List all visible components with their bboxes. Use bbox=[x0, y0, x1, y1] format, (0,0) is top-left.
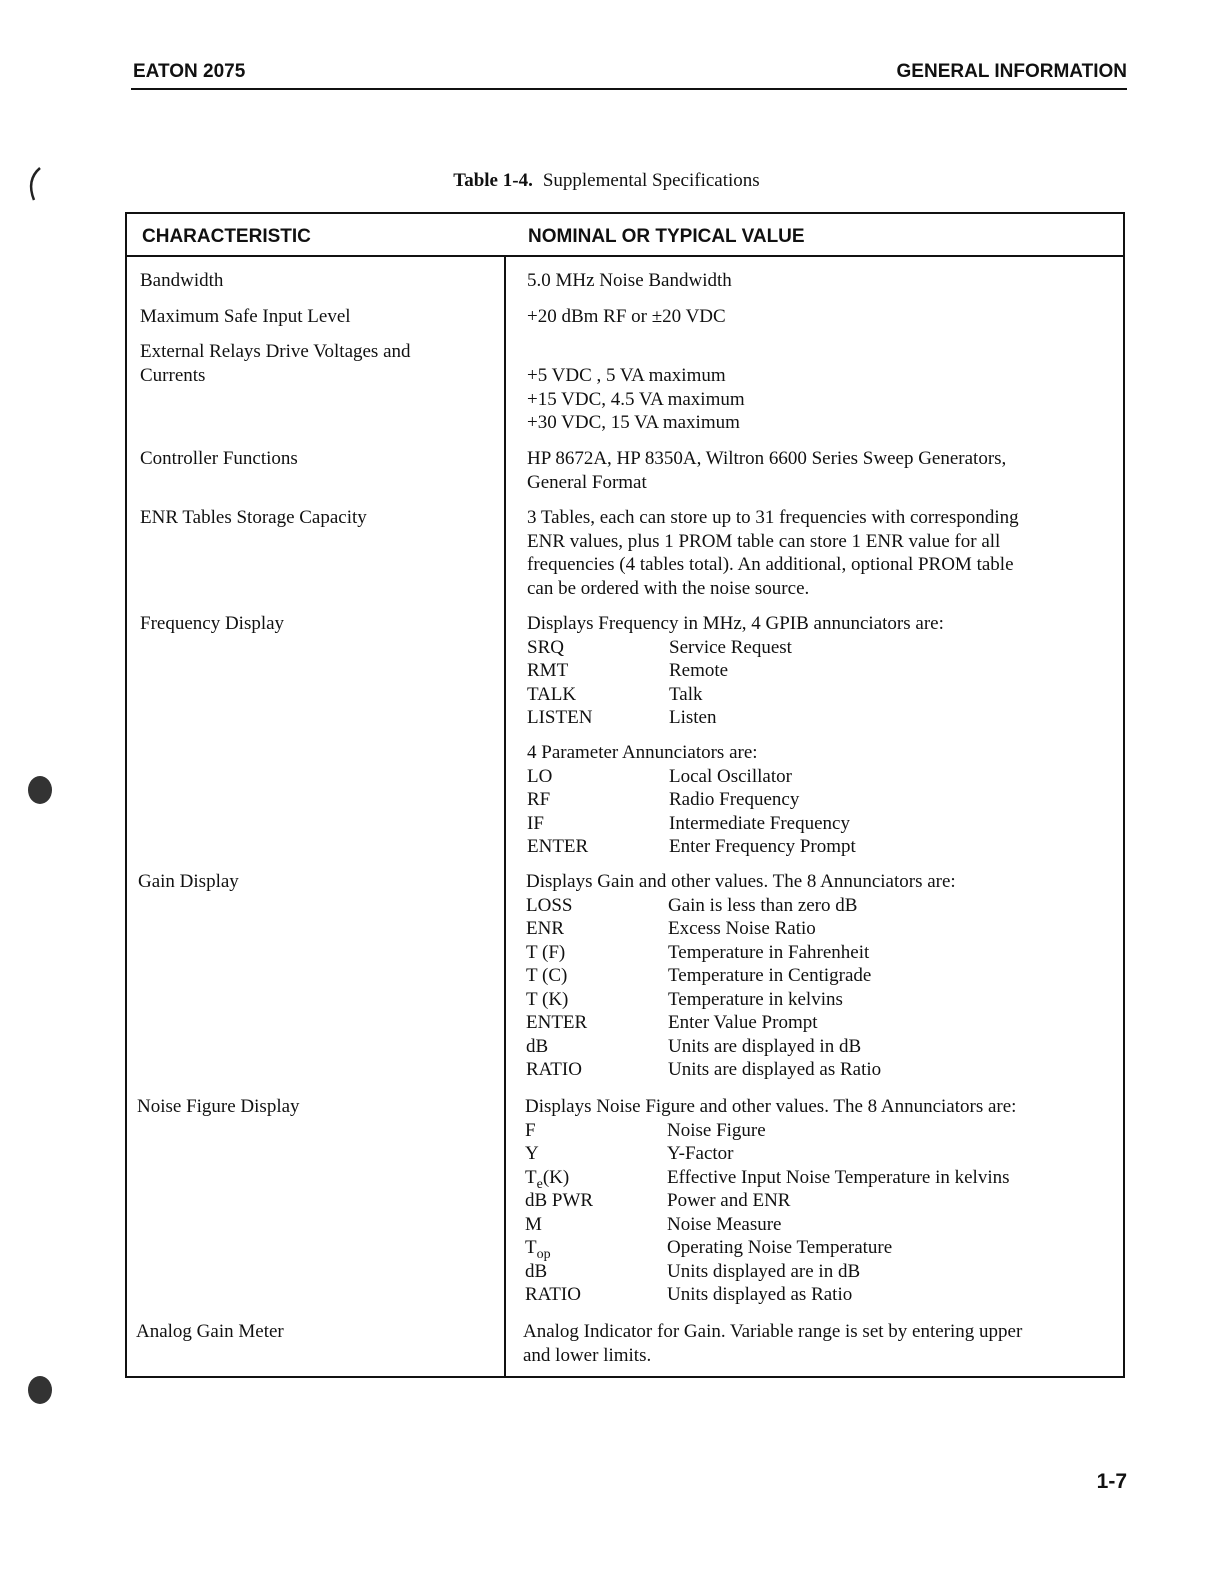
col-header-value: NOMINAL OR TYPICAL VALUE bbox=[528, 226, 805, 247]
annunciator-item: $T_{op}$ Operating Noise Temperature bbox=[525, 1237, 893, 1262]
col-header-characteristic: CHARACTERISTIC bbox=[142, 226, 311, 247]
row-controller-name: Controller Functions bbox=[140, 448, 298, 469]
caption-label: Table 1-4. bbox=[453, 170, 533, 191]
row-bandwidth-value: 5.0 MHz Noise Bandwidth bbox=[527, 270, 732, 291]
enr-line: can be ordered with the noise source. bbox=[527, 577, 810, 599]
column-divider bbox=[504, 255, 506, 1376]
binder-hole-mark bbox=[20, 760, 60, 820]
controller-line: General Format bbox=[527, 471, 647, 493]
row-relays-name bbox=[140, 340, 495, 387]
row-enr-value bbox=[527, 506, 1117, 600]
annunciator-item: T (K) Temperature in kelvins bbox=[526, 988, 843, 1010]
annunciator-item: T (F) Temperature in Fahrenheit bbox=[526, 941, 870, 963]
annunciator-item: ENR Excess Noise Ratio bbox=[526, 918, 816, 939]
row-relays-name-line: External Relays Drive Voltages and bbox=[140, 341, 411, 362]
relay-spec-line: +5 VDC , 5 VA maximum bbox=[527, 365, 726, 386]
row-freq-name: Frequency Display bbox=[140, 613, 285, 634]
meter-line: Analog Indicator for Gain. Variable range is set by entering upper bbox=[523, 1321, 1023, 1342]
header-left: EATON 2075 bbox=[133, 61, 246, 82]
enr-line: ENR values, plus 1 PROM table can store 1 ENR value for all bbox=[527, 530, 1001, 552]
enr-line: frequencies (4 tables total). An additional, optional PROM table bbox=[527, 554, 1014, 575]
annunciator-item: Y Y-Factor bbox=[525, 1143, 734, 1164]
row-bandwidth-name: Bandwidth bbox=[140, 270, 224, 291]
annunciator-item: LOSS Gain is less than zero dB bbox=[526, 894, 858, 916]
annunciator-item: $T_e(K)$ Effective Input Noise Temperature in kelvins bbox=[525, 1166, 1010, 1192]
annunciator-item: RATIO Units are displayed as Ratio bbox=[526, 1059, 882, 1080]
annunciator-item: IF Intermediate Frequency bbox=[527, 812, 850, 834]
caption-title: Supplemental Specifications bbox=[542, 170, 760, 191]
annunciator-item: M Noise Measure bbox=[525, 1213, 782, 1235]
row-freq-params bbox=[527, 741, 1117, 859]
annunciator-item: dB Units displayed are in dB bbox=[525, 1260, 861, 1282]
row-relays-name-line: Currents bbox=[140, 364, 206, 386]
annunciator-item: LO Local Oscillator bbox=[527, 765, 792, 787]
row-enr-name: ENR Tables Storage Capacity bbox=[140, 507, 367, 528]
annunciator-item: RATIO Units displayed as Ratio bbox=[525, 1284, 853, 1305]
freq-intro: Displays Frequency in MHz, 4 GPIB annunciators are: bbox=[527, 613, 944, 634]
page-header bbox=[131, 58, 1127, 90]
annunciator-item: SRQ Service Request bbox=[527, 636, 792, 658]
annunciator-item: LISTEN Listen bbox=[527, 707, 717, 728]
relay-spec-line: +30 VDC, 15 VA maximum bbox=[527, 412, 740, 433]
row-freq-value bbox=[527, 612, 1117, 730]
annunciator-item: dB PWR Power and ENR bbox=[525, 1190, 791, 1211]
page-number: 1-7 bbox=[1096, 1470, 1127, 1493]
annunciator-item: T (C) Temperature in Centigrade bbox=[526, 965, 872, 986]
relay-spec-line: +15 VDC, 4.5 VA maximum bbox=[527, 388, 745, 410]
annunciator-item: ENTER Enter Frequency Prompt bbox=[527, 836, 856, 857]
row-controller-value bbox=[527, 447, 1117, 494]
annunciator-item: F Noise Figure bbox=[525, 1119, 766, 1141]
row-relays-value bbox=[527, 364, 1117, 435]
row-max-input-name: Maximum Safe Input Level bbox=[140, 306, 351, 327]
nf-intro: Displays Noise Figure and other values. The 8 Annunciators are: bbox=[525, 1096, 1017, 1117]
binder-hole-mark bbox=[20, 160, 60, 210]
controller-line: HP 8672A, HP 8350A, Wiltron 6600 Series Sweep Generators, bbox=[527, 448, 1007, 469]
row-meter-value bbox=[523, 1320, 1113, 1367]
row-gain-value bbox=[526, 870, 1116, 1082]
meter-line: and lower limits. bbox=[523, 1344, 652, 1366]
annunciator-item: RMT Remote bbox=[527, 660, 729, 681]
row-meter-name: Analog Gain Meter bbox=[136, 1321, 284, 1342]
binder-hole-mark bbox=[20, 1360, 60, 1420]
header-right: GENERAL INFORMATION bbox=[896, 61, 1127, 82]
annunciator-item: dB Units are displayed in dB bbox=[526, 1035, 862, 1057]
annunciator-item: RF Radio Frequency bbox=[527, 789, 800, 810]
row-gain-name: Gain Display bbox=[138, 871, 239, 892]
row-nf-name: Noise Figure Display bbox=[137, 1096, 300, 1117]
row-nf-value bbox=[525, 1095, 1115, 1307]
row-max-input-value: +20 dBm RF or ±20 VDC bbox=[527, 306, 726, 327]
annunciator-item: ENTER Enter Value Prompt bbox=[526, 1012, 818, 1033]
gain-intro: Displays Gain and other values. The 8 Annunciators are: bbox=[526, 871, 956, 892]
table-caption bbox=[0, 170, 1213, 192]
annunciator-item: TALK Talk bbox=[527, 683, 703, 705]
table-header-row bbox=[127, 214, 1123, 257]
enr-line: 3 Tables, each can store up to 31 frequencies with corresponding bbox=[527, 507, 1019, 528]
freq-intro2: 4 Parameter Annunciators are: bbox=[527, 742, 758, 763]
